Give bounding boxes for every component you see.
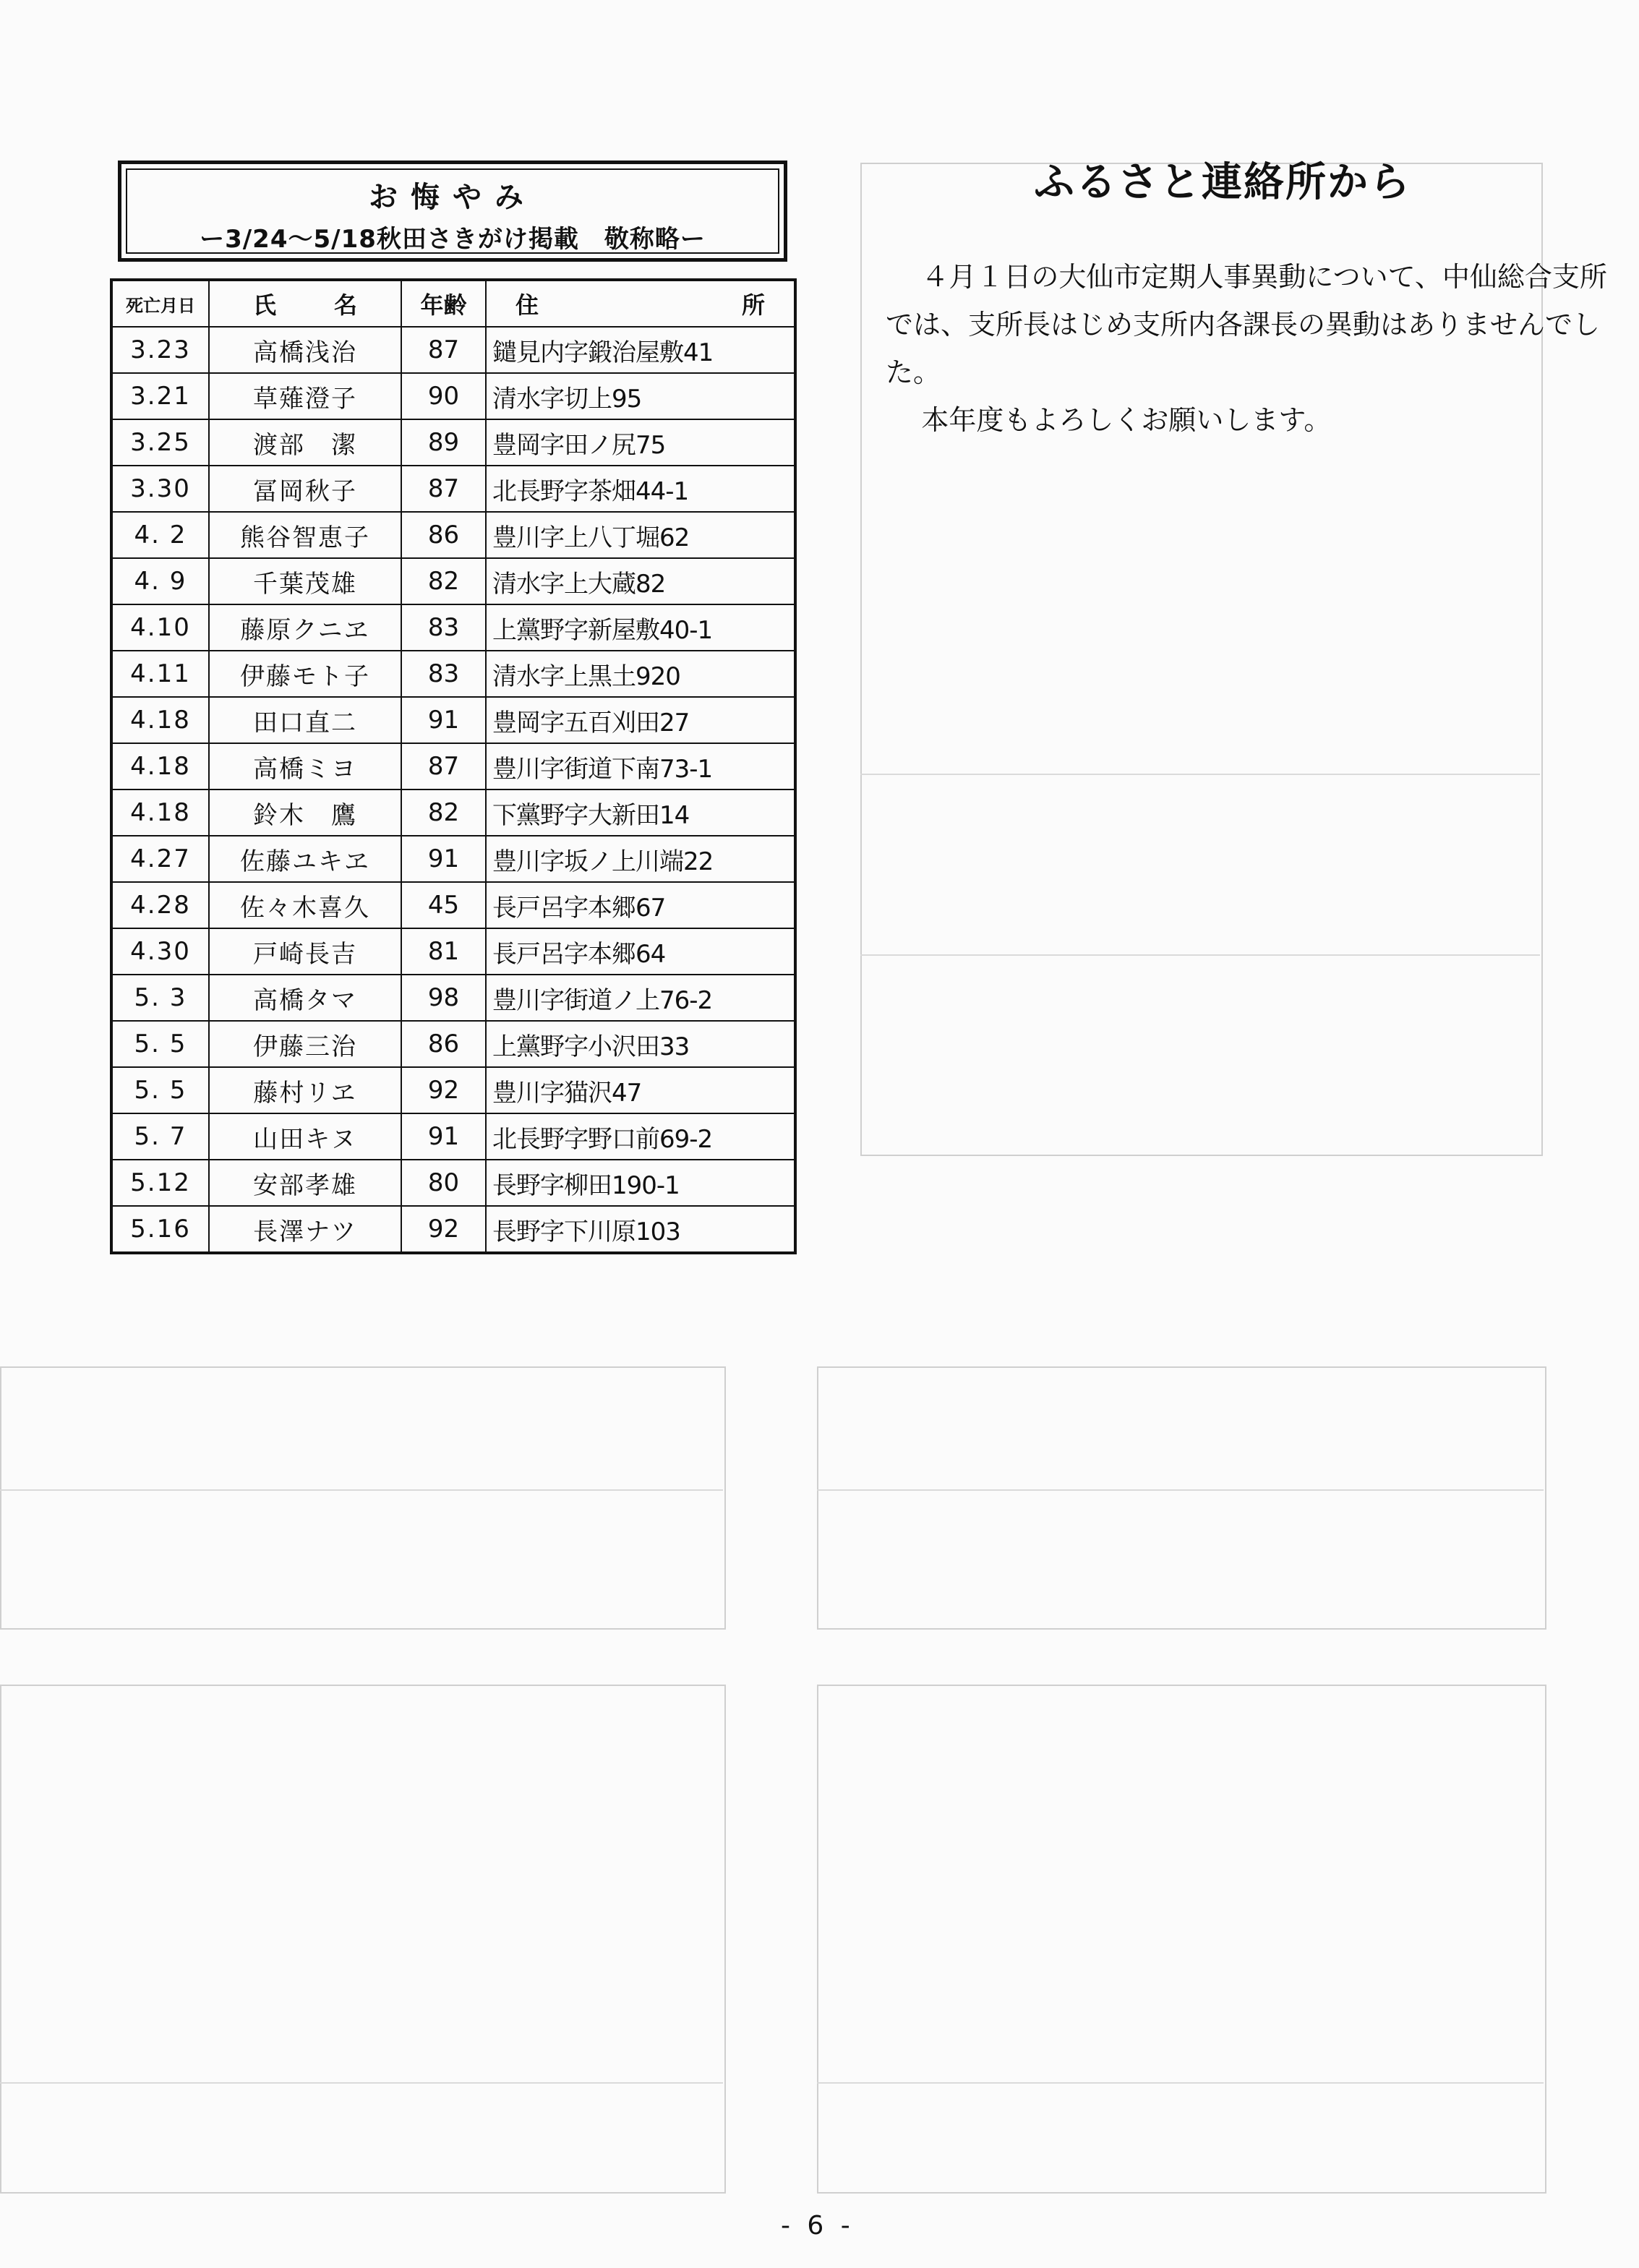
cell-date: 4.18 [111,789,209,836]
table-row [111,466,795,512]
table-row [111,697,795,743]
cell-name: 千葉茂雄 [209,558,401,604]
cell-age: 87 [401,743,486,789]
cell-date: 4.18 [111,697,209,743]
table-row [111,327,795,373]
cell-age: 92 [401,1067,486,1113]
cell-date: 4.10 [111,604,209,651]
cell-address: 豊川字猫沢47 [486,1067,795,1113]
cell-date: 3.30 [111,466,209,512]
cell-age: 86 [401,512,486,558]
article-body [886,253,1616,444]
cell-name: 高橋タマ [209,975,401,1021]
cell-date: 4.18 [111,743,209,789]
obituary-table-body [111,327,795,1253]
bleed-through-rule [817,2082,1544,2084]
table-row [111,928,795,975]
cell-name: 鈴木 鷹 [209,789,401,836]
header-date: 死亡月日 [111,280,209,327]
header-address-part-2: 所 [741,291,765,319]
cell-age: 80 [401,1160,486,1206]
cell-name: 田口直二 [209,697,401,743]
table-row [111,419,795,466]
article-paragraph: 本年度もよろしくお願いします。 [921,404,1332,436]
cell-date: 4. 9 [111,558,209,604]
table-row [111,1067,795,1113]
cell-date: 5. 3 [111,975,209,1021]
bleed-through-table-bottom-right [817,1366,1546,1630]
table-row [111,882,795,928]
bleed-through-rule [817,1489,1544,1491]
cell-name: 高橋ミヨ [209,743,401,789]
cell-address: 鑓見内字鍛治屋敷41 [486,327,795,373]
cell-date: 5. 7 [111,1113,209,1160]
cell-address: 長戸呂字本郷64 [486,928,795,975]
table-row [111,558,795,604]
cell-age: 90 [401,373,486,419]
header-name [209,280,401,327]
cell-address: 豊川字街道下南73-1 [486,743,795,789]
cell-address: 清水字上大蔵82 [486,558,795,604]
table-row [111,789,795,836]
cell-age: 87 [401,466,486,512]
cell-name: 熊谷智恵子 [209,512,401,558]
page-number: - 6 - [781,2211,855,2241]
cell-date: 5.12 [111,1160,209,1206]
cell-address: 長戸呂字本郷67 [486,882,795,928]
cell-address: 豊岡字五百刈田27 [486,697,795,743]
bleed-through-table-bottom-left-2 [0,1685,726,2194]
cell-name: 渡部 潔 [209,419,401,466]
cell-date: 3.25 [111,419,209,466]
condolence-title: お悔やみ [369,181,536,214]
cell-address: 豊川字街道ノ上76-2 [486,975,795,1021]
cell-date: 4.27 [111,836,209,882]
cell-name: 伊藤モト子 [209,651,401,697]
cell-name: 草薙澄子 [209,373,401,419]
cell-date: 5. 5 [111,1021,209,1067]
cell-age: 87 [401,327,486,373]
cell-age: 82 [401,789,486,836]
cell-address: 北長野字茶畑44-1 [486,466,795,512]
cell-name: 藤村リヱ [209,1067,401,1113]
bleed-through-rule [0,2082,723,2084]
cell-address: 清水字切上95 [486,373,795,419]
cell-address: 清水字上黒土920 [486,651,795,697]
table-row [111,1160,795,1206]
cell-age: 98 [401,975,486,1021]
bleed-through-table-bottom-left [0,1366,726,1630]
cell-age: 91 [401,697,486,743]
header-address-part-1: 住 [515,291,539,319]
bleed-through-rule [860,954,1540,956]
cell-age: 83 [401,651,486,697]
cell-address: 長野字柳田190-1 [486,1160,795,1206]
table-row [111,975,795,1021]
cell-name: 長澤ナツ [209,1206,401,1253]
cell-address: 下黨野字大新田14 [486,789,795,836]
table-row [111,512,795,558]
cell-address: 豊岡字田ノ尻75 [486,419,795,466]
cell-name: 山田キヌ [209,1113,401,1160]
cell-date: 4.28 [111,882,209,928]
table-row [111,743,795,789]
cell-name: 戸崎長吉 [209,928,401,975]
cell-date: 4.11 [111,651,209,697]
cell-date: 4. 2 [111,512,209,558]
cell-age: 45 [401,882,486,928]
table-row [111,1113,795,1160]
cell-age: 91 [401,836,486,882]
table-row [111,373,795,419]
cell-name: 安部孝雄 [209,1160,401,1206]
cell-address: 上黨野字小沢田33 [486,1021,795,1067]
cell-address: 長野字下川原103 [486,1206,795,1253]
cell-age: 92 [401,1206,486,1253]
cell-age: 81 [401,928,486,975]
cell-date: 5.16 [111,1206,209,1253]
bleed-through-table-bottom-right-2 [817,1685,1546,2194]
cell-address: 豊川字坂ノ上川端22 [486,836,795,882]
cell-name: 冨岡秋子 [209,466,401,512]
cell-date: 5. 5 [111,1067,209,1113]
table-row [111,604,795,651]
article-title: ふるさと連絡所から [1034,159,1411,206]
table-row [111,651,795,697]
cell-name: 藤原クニヱ [209,604,401,651]
cell-name: 高橋浅治 [209,327,401,373]
cell-age: 86 [401,1021,486,1067]
cell-address: 豊川字上八丁堀62 [486,512,795,558]
table-row [111,1206,795,1253]
cell-date: 4.30 [111,928,209,975]
cell-date: 3.21 [111,373,209,419]
table-row [111,836,795,882]
header-age: 年齢 [401,280,486,327]
header-name-part-2: 名 [333,291,357,319]
cell-name: 伊藤三治 [209,1021,401,1067]
table-header-row [111,280,795,327]
cell-age: 82 [401,558,486,604]
cell-name: 佐藤ユキヱ [209,836,401,882]
cell-date: 3.23 [111,327,209,373]
cell-name: 佐々木喜久 [209,882,401,928]
condolence-header-box [118,161,787,262]
condolence-subtitle: ー3/24～5/18秋田さきがけ掲載 敬称略ー [200,225,706,254]
cell-age: 83 [401,604,486,651]
bleed-through-rule [0,1489,723,1491]
cell-age: 91 [401,1113,486,1160]
cell-address: 上黨野字新屋敷40-1 [486,604,795,651]
table-row [111,1021,795,1067]
article-paragraph: ４月１日の大仙市定期人事異動について、中仙総合支所では、支所長はじめ支所内各課長の異動はありませんでした。 [886,261,1607,388]
obituary-table [110,278,797,1254]
header-address [486,280,795,327]
header-name-part-1: 氏 [252,291,276,319]
bleed-through-rule [860,774,1540,775]
cell-address: 北長野字野口前69-2 [486,1113,795,1160]
cell-age: 89 [401,419,486,466]
